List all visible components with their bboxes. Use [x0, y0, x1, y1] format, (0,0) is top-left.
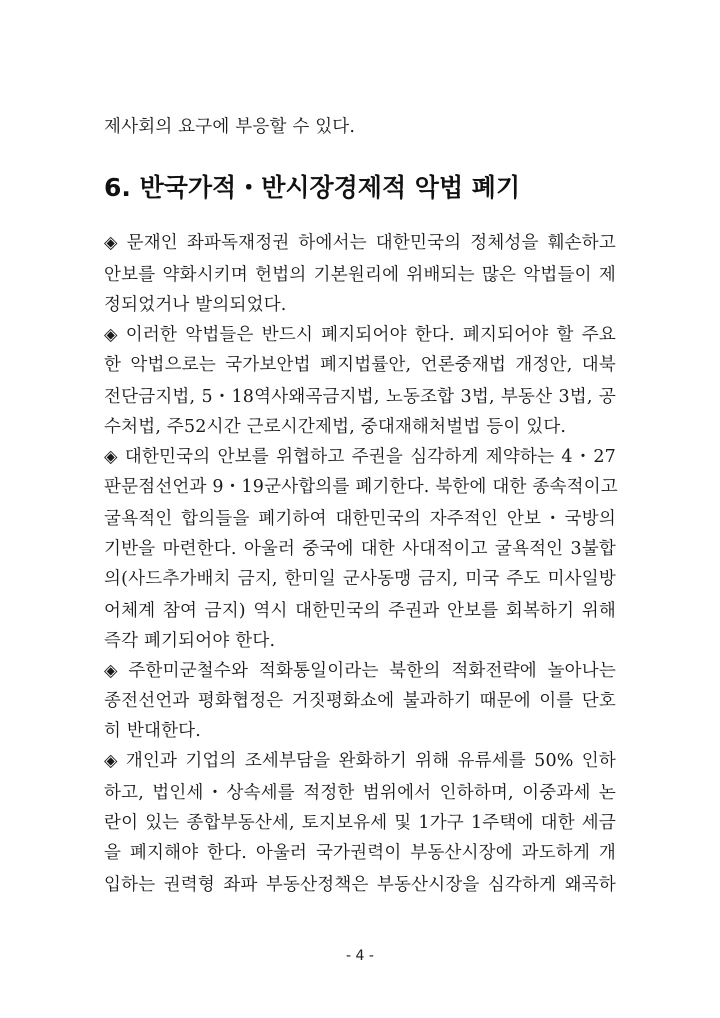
- body-line: ◈ 문재인 좌파독재정권 하에서는 대한민국의 정체성을 훼손하고: [104, 233, 616, 253]
- body-line: 한 악법으로는 국가보안법 폐지법률안, 언론중재법 개정안, 대북: [104, 355, 616, 375]
- body-line: ◈ 이러한 악법들은 반드시 폐지되어야 한다. 폐지되어야 할 주요: [104, 325, 616, 345]
- body-line: 의(사드추가배치 금지, 한미일 군사동맹 금지, 미국 주도 미사일방: [104, 569, 616, 589]
- body-line: 전단금지법, 5・18역사왜곡금지법, 노동조합 3법, 부동산 3법, 공: [104, 387, 616, 407]
- body-line: 수처법, 주52시간 근로시간제법, 중대재해처벌법 등이 있다.: [104, 417, 567, 437]
- body-line: 종전선언과 평화협정은 거짓평화쇼에 불과하기 때문에 이를 단호: [104, 691, 616, 711]
- body-line: 판문점선언과 9・19군사합의를 폐기한다. 북한에 대한 종속적이고: [104, 477, 618, 497]
- body-line: ◈ 주한미군철수와 적화통일이라는 북한의 적화전략에 놀아나는: [104, 661, 616, 681]
- body-line: ◈ 대한민국의 안보를 위협하고 주권을 심각하게 제약하는 4・27: [104, 447, 616, 467]
- body-line: 을 폐지해야 한다. 아울러 국가권력이 부동산시장에 과도하게 개: [104, 843, 616, 863]
- section-heading: 6. 반국가적・반시장경제적 악법 폐기: [104, 173, 521, 202]
- body-line: 입하는 권력형 좌파 부동산정책은 부동산시장을 심각하게 왜곡하: [104, 875, 616, 895]
- body-line: 안보를 약화시키며 헌법의 기본원리에 위배되는 많은 악법들이 제: [104, 265, 616, 285]
- body-line: 굴욕적인 합의들을 폐기하여 대한민국의 자주적인 안보・국방의: [104, 509, 616, 529]
- page-number: - 4 -: [346, 948, 374, 964]
- body-line: 어체계 참여 금지) 역시 대한민국의 주권과 안보를 회복하기 위해: [104, 601, 616, 621]
- body-line: ◈ 개인과 기업의 조세부담을 완화하기 위해 유류세를 50% 인하: [104, 751, 616, 771]
- body-line: 히 반대한다.: [104, 721, 202, 741]
- body-line: 하고, 법인세・상속세를 적정한 범위에서 인하하며, 이중과세 논: [104, 783, 616, 803]
- body-line: 란이 있는 종합부동산세, 토지보유세 및 1가구 1주택에 대한 세금: [104, 813, 616, 833]
- body-line: 기반을 마련한다. 아울러 중국에 대한 사대적이고 굴욕적인 3불합: [104, 539, 616, 559]
- intro-line: 제사회의 요구에 부응할 수 있다.: [104, 117, 356, 137]
- body-line: 정되었거나 발의되었다.: [104, 295, 287, 315]
- body-line: 즉각 폐기되어야 한다.: [104, 631, 276, 651]
